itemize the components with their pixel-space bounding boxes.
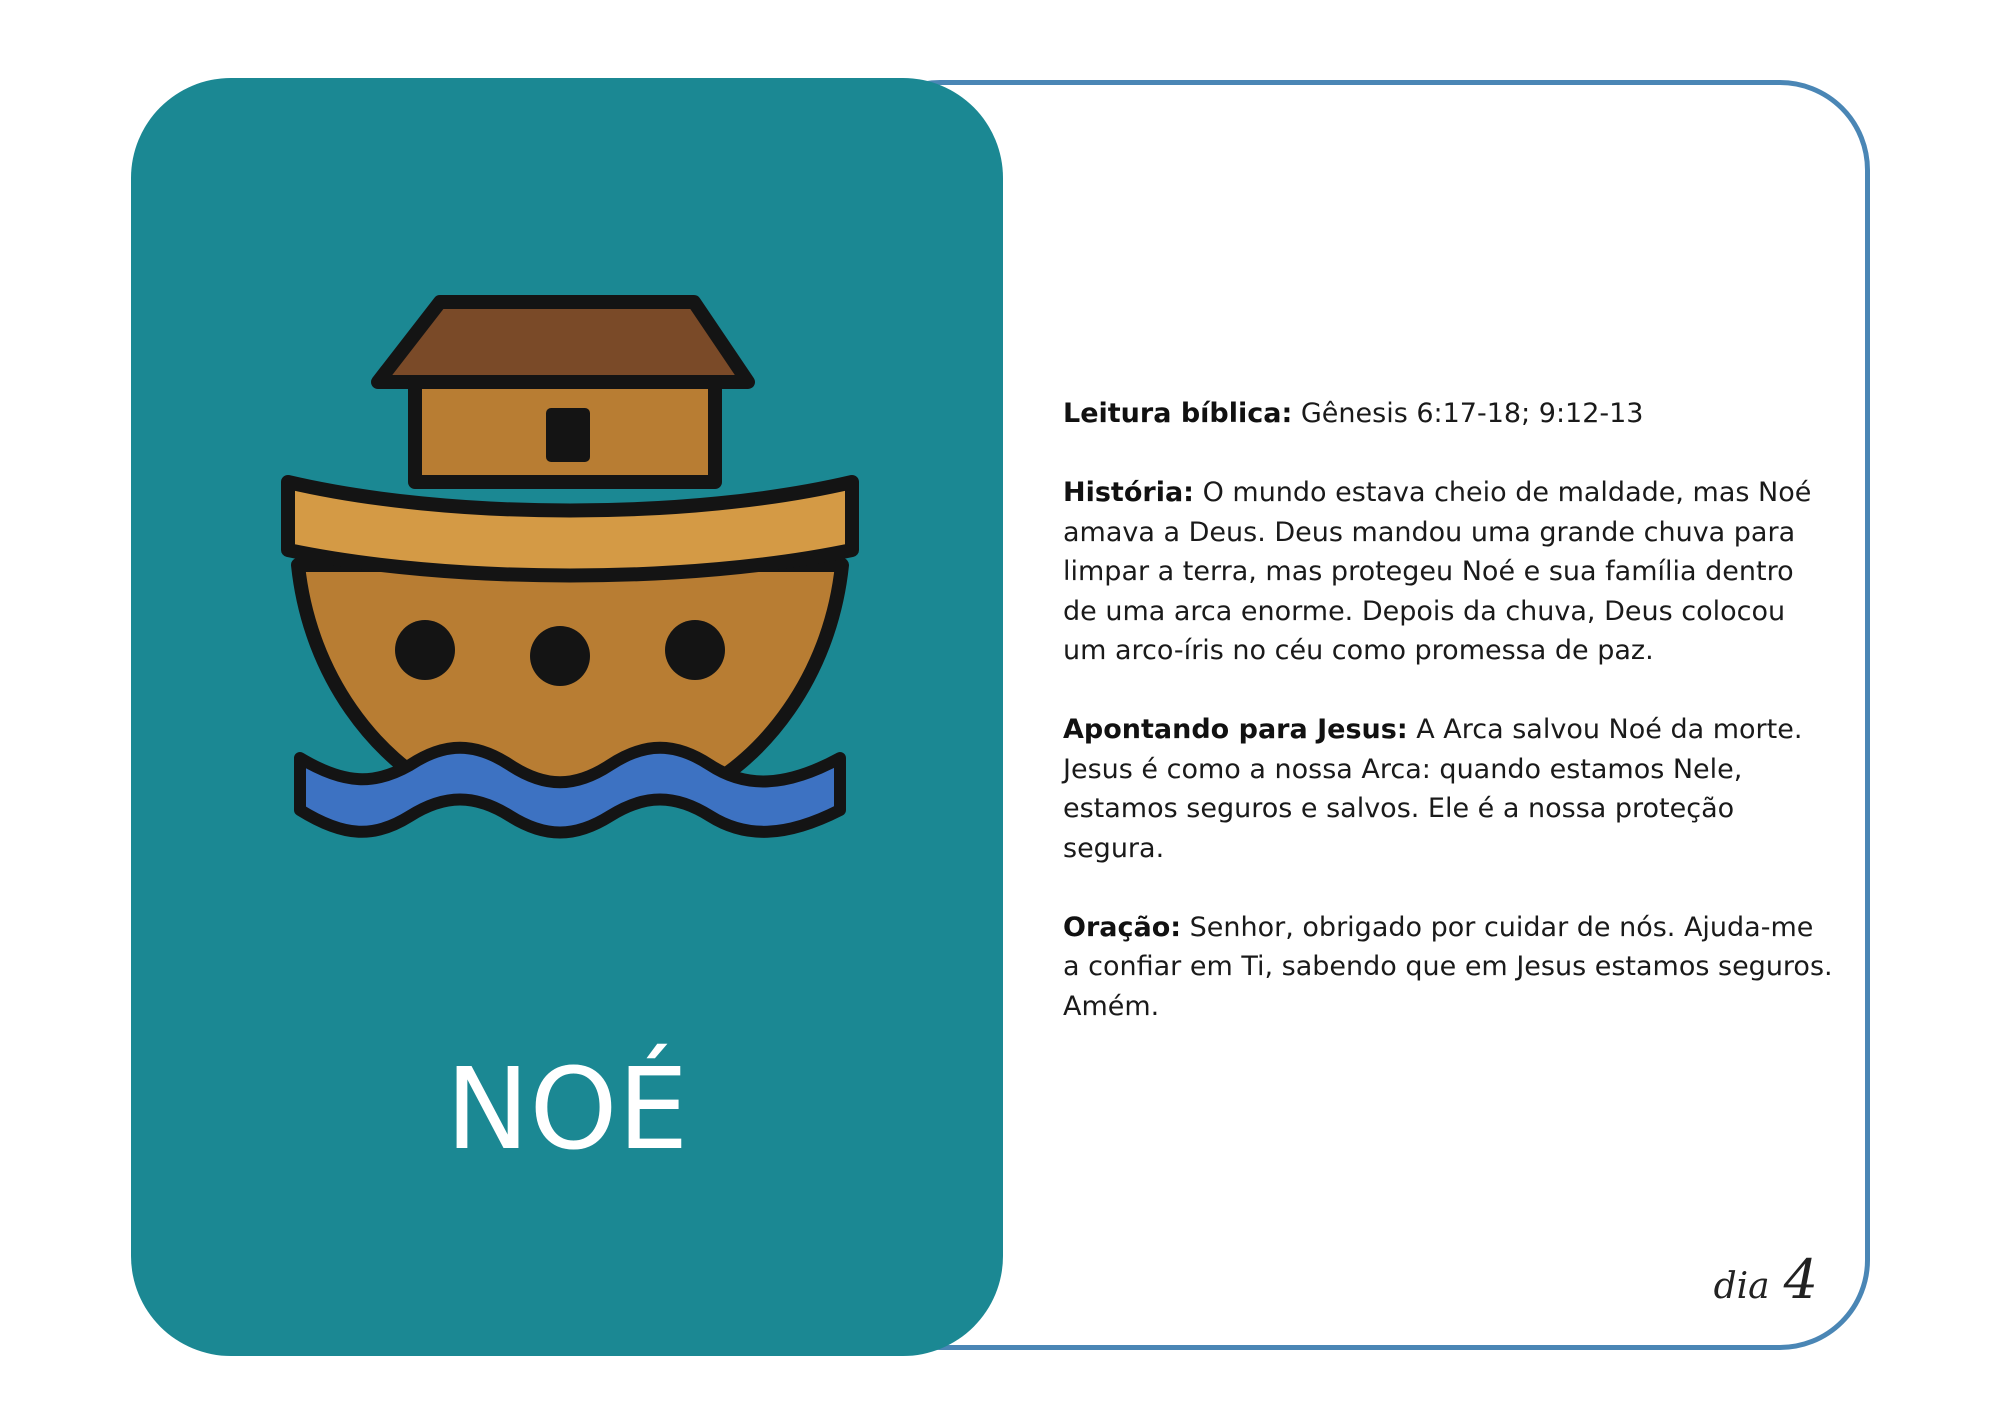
story-label: História: — [1063, 477, 1194, 508]
story-paragraph — [1063, 473, 1833, 671]
story-text: O mundo estava cheio de maldade, mas Noé amava a Deus. Deus mandou uma grande chuva para limpar a terra, mas protegeu Noé e sua família dentro de uma arca enorme. Depois da chuva, Deus colocou um arco-íris no céu como promessa de paz. — [1063, 477, 1812, 666]
pointing-text: A Arca salvou Noé da morte. Jesus é como a nossa Arca: quando estamos Nele, estamos seguros e salvos. Ele é a nossa proteção segura. — [1063, 714, 1803, 864]
devotional-text — [1063, 394, 1833, 1066]
reading-text: Gênesis 6:17-18; 9:12-13 — [1300, 398, 1644, 429]
noahs-ark-icon — [270, 290, 870, 850]
pointing-label: Apontando para Jesus: — [1063, 714, 1408, 745]
day-label — [1714, 1248, 1818, 1311]
prayer-paragraph — [1063, 908, 1833, 1027]
reading-paragraph — [1063, 394, 1833, 434]
prayer-label: Oração: — [1063, 911, 1182, 943]
card-title: NOÉ — [445, 1045, 689, 1175]
pointing-paragraph — [1063, 710, 1833, 868]
prayer-text: Senhor, obrigado por cuidar de nós. Ajuda-me a confiar em Ti, sabendo que em Jesus estamos seguros. Amém. — [1063, 911, 1833, 1022]
day-number: 4 — [1783, 1248, 1818, 1311]
reading-label: Leitura bíblica: — [1063, 398, 1293, 429]
day-word: dia — [1713, 1266, 1770, 1307]
